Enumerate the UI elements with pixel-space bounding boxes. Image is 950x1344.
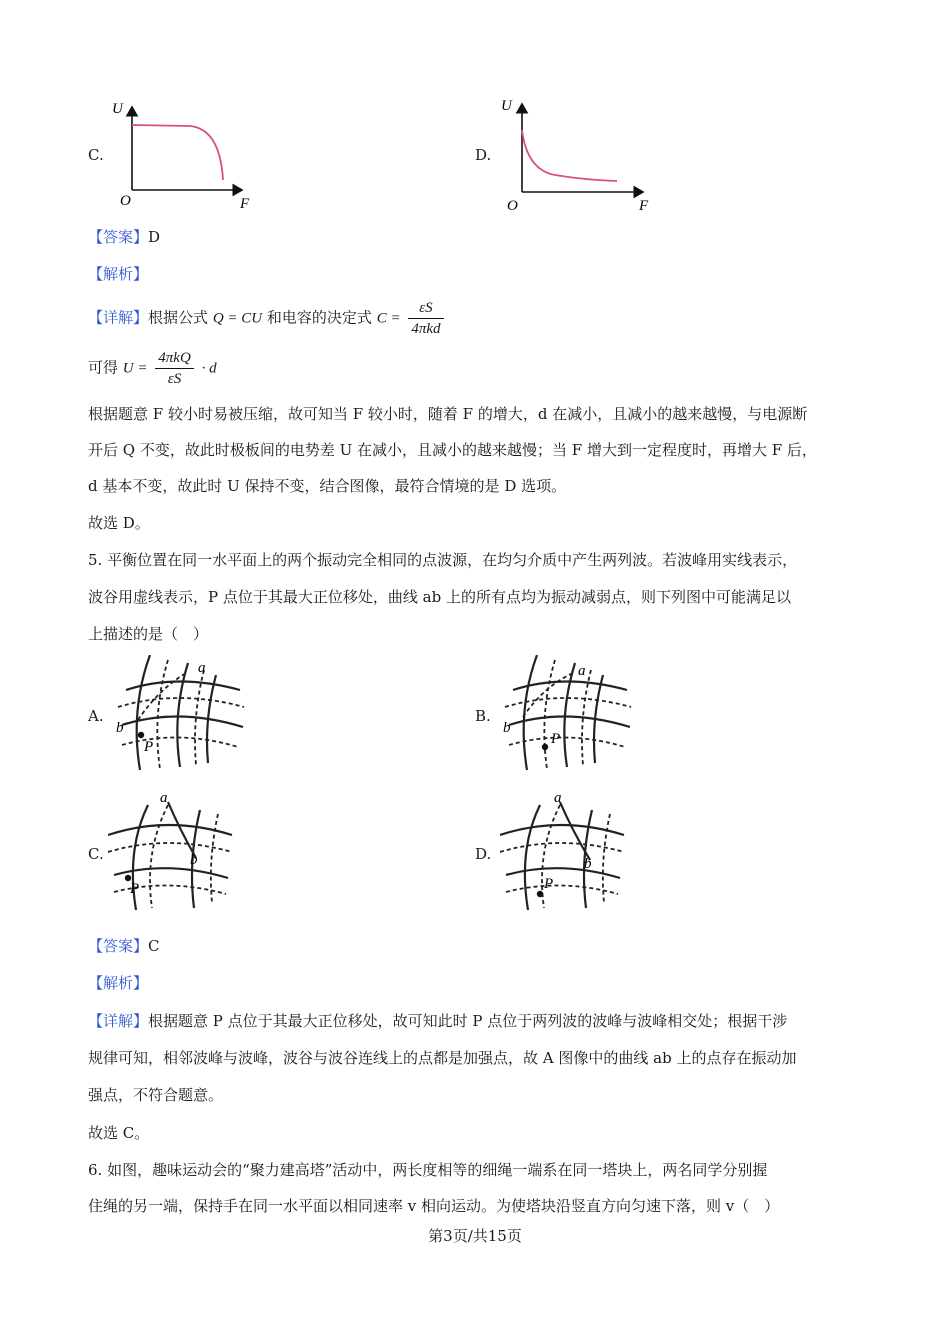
detail-text: 根据公式: [148, 308, 209, 327]
point-p: P: [144, 739, 154, 755]
axis-label-u: U: [112, 101, 123, 117]
q4-body-line-1: 根据题意 F 较小时易被压缩，故可知当 F 较小时，随着 F 的增大，d 在减小，且减小的越来越慢，与电源断: [88, 405, 808, 423]
axis-label-o: O: [120, 193, 131, 209]
point-a: a: [160, 790, 168, 806]
capacitance-fraction: [408, 298, 443, 339]
q5-stem-line-1: 5. 平衡位置在同一水平面上的两个振动完全相同的点波源，在均匀介质中产生两列波。若波峰用实线表示，: [88, 551, 798, 569]
q5-option-a-diagram: [108, 655, 248, 775]
detail-text: 根据题意 P 点位于其最大正位移处，故可知此时 P 点位于两列波的波峰与波峰相交处；根据干涉: [148, 1012, 788, 1030]
point-b: b: [190, 852, 198, 868]
axis-label-f: F: [240, 196, 250, 212]
axis-label-u: U: [501, 98, 512, 114]
answer-value: C: [148, 937, 160, 955]
point-p: P: [130, 881, 140, 897]
fraction-denominator: εS: [167, 371, 182, 387]
u-f-curve-d: [522, 130, 617, 181]
q5-option-d-diagram: [500, 790, 630, 915]
q4-analysis-tag: 【解析】: [88, 265, 149, 283]
q6-stem-line-2: 住绳的另一端，保持手在同一水平面以相同速率 v 相向运动。为使塔块沿竖直方向匀速下落，则 v（ ）: [88, 1197, 780, 1215]
q4-answer: [88, 227, 160, 247]
detail-text: 和电容的决定式: [266, 308, 372, 327]
formula-c-lhs: C =: [376, 310, 401, 327]
point-p: P: [544, 876, 554, 892]
q5-conclusion: 故选 C。: [88, 1124, 150, 1142]
q5-option-b-diagram: [495, 655, 635, 775]
q5-detail-line-3: 强点，不符合题意。: [88, 1086, 224, 1104]
q5-detail-line-2: 规律可知，相邻波峰与波峰，波谷与波谷连线上的点都是加强点，故 A 图像中的曲线 ab 上的点存在振动加: [88, 1049, 797, 1067]
q4-option-c-label: C.: [88, 146, 104, 164]
q4-detail-line-2: [88, 348, 217, 389]
formula-tail: · d: [201, 360, 217, 377]
voltage-fraction: [155, 348, 194, 389]
q5-detail-line-1: [88, 1011, 787, 1031]
detail-tag: 【详解】: [88, 308, 149, 327]
q5-option-a-label: A.: [88, 707, 104, 725]
axis-label-o: O: [507, 198, 518, 214]
fraction-numerator: εS: [408, 298, 443, 319]
q5-option-c-diagram: [108, 790, 238, 915]
answer-tag: 【答案】: [88, 937, 149, 955]
point-a: a: [198, 660, 206, 676]
q4-option-d-label: D.: [475, 146, 492, 164]
q5-option-b-label: B.: [475, 707, 491, 725]
u-f-curve-c: [132, 125, 223, 180]
point-b: b: [503, 720, 511, 736]
point-a: a: [578, 663, 586, 679]
q5-option-d-label: D.: [475, 845, 492, 863]
q4-conclusion: 故选 D。: [88, 514, 150, 532]
q4-body-line-2: 开后 Q 不变，故此时极板间的电势差 U 在减小，且减小的越来越慢；当 F 增大到一定程度时，再增大 F 后，: [88, 441, 817, 459]
axis-label-f: F: [639, 198, 649, 214]
formula-u-lhs: U =: [122, 360, 148, 377]
q4-body-line-3: d 基本不变，故此时 U 保持不变，结合图像，最符合情境的是 D 选项。: [88, 477, 567, 495]
q4-option-d-graph: [495, 92, 665, 217]
q5-answer: [88, 936, 160, 956]
q5-stem-line-3: 上描述的是（ ）: [88, 625, 209, 643]
answer-tag: 【答案】: [88, 228, 149, 246]
page-number: 第3页/共15页: [428, 1227, 522, 1245]
q4-option-c-graph: [100, 95, 270, 215]
point-b: b: [116, 720, 124, 736]
detail-text: 可得: [88, 358, 119, 377]
q5-analysis-tag: 【解析】: [88, 974, 149, 992]
q4-detail-line-1: [88, 298, 447, 339]
fraction-numerator: 4πkQ: [155, 348, 194, 369]
q5-stem-line-2: 波谷用虚线表示，P 点位于其最大正位移处，曲线 ab 上的所有点均为振动减弱点，则下列图中可能满足以: [88, 588, 791, 606]
formula-q-cu: Q = CU: [212, 310, 263, 327]
detail-tag: 【详解】: [88, 1012, 149, 1030]
q5-option-c-label: C.: [88, 845, 104, 863]
point-p: P: [551, 731, 561, 747]
fraction-denominator: 4πkd: [411, 321, 441, 337]
answer-value: D: [148, 228, 161, 246]
q6-stem-line-1: 6. 如图，趣味运动会的“聚力建高塔”活动中，两长度相等的细绳一端系在同一塔块上，两名同学分别握: [88, 1161, 768, 1179]
point-a: a: [554, 790, 562, 806]
point-b: b: [584, 856, 592, 872]
